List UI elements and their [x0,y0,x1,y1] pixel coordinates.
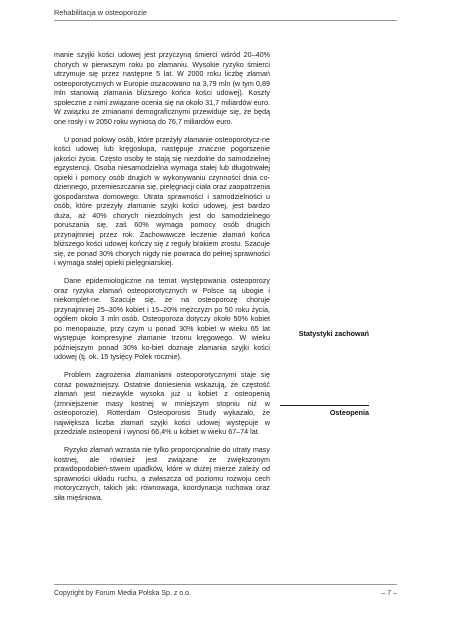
footer-divider [54,584,397,585]
page-number: – 7 – [381,590,397,597]
footer-copyright: Copyright by Forum Media Polska Sp. z o.o. [54,590,191,597]
paragraph-2: U ponad połowy osób, które przeżyły złamanie osteoporotycz-ne kości udowej lub kręgosłupa, następuje znaczne pogorszenie jakości życia. Często osoby te stają się niezdolne do samodzielnej egzystencji. Osoba niesamodzielna wymaga stałej lub długotrwałej opieki i pomocy osób drugich w wykonywaniu czynności dnia co-dziennego, przemieszczania się, pielęgnacji ciała oraz zaopatrzenia gospodarstwa domowego. Utrata sprawności i samodzielności u osób, które przeżyły złamanie szyjki kości udowej, jest bardzo duża, aż 40% chorych niezdolnych jest do samodzielnego poruszania się, zaś 60% wymaga pomocy osób drugich przynajmniej przez rok. Zachowawcze leczenie złamań końca bliższego kości udowej kończy się z reguły brakiem zrostu. Szacuje się, że ponad 30% chorych nigdy nie powraca do pełnej sprawności i wymaga stałej opieki pielęgniarskiej. [54,134,270,267]
margin-label-osteopenia: Osteopenia [280,405,369,417]
paragraph-5: Ryzyko złamań wzrasta nie tylko proporcjonalnie do utraty masy kostnej, ale również jest związane ze zwiększonym prawdopodobień-stwem upadków, które w dużej mierze zależy od sprawności układu ruchu, a zwłaszcza od poziomu rozwoju cech motorycznych, takich jak: równowaga, koordynacja ruchowa oraz siła mięśniowa. [54,445,270,502]
margin-label-statistics: Statystyki zachowań [298,329,369,338]
paragraph-3: Dane epidemiologiczne na temat występowania osteoporozy oraz ryzyka złamań osteoporotycznych w Polsce są ubogie i niekomplet-ne. Szacuje się, że na osteoporozę choruje przynajmniej 25–30% kobiet i 15–20% mężczyzn po 50 roku życia, ogółem około 3 mln osób. Osteoporoza dotyczy około 50% kobiet po menopauzie, przy czym u ponad 30% kobiet w wieku 65 lat występuje kompresyjne złamanie trzonu kręgowego. W wieku późniejszym ponad 30% ko-biet doznaje złamania szyjki kości udowej (tj. ok. 15 tysięcy Polek rocznie). [54,276,270,361]
paragraph-1: manie szyjki kości udowej jest przyczyną śmierci wśród 20–40% chorych w pierwszym roku po złamaniu. Wysokie ryzyko śmierci utrzymuje się przez następne 5 lat. W 2000 roku liczbę złamań osteoporotycznych w Europie oszacowano na 3,79 mln (w tym 0,89 mln stanowią złamania bliższego końca kości udowej). Koszty społeczne z nimi związane ocenia się na około 31,7 miliardów euro. W związku ze zmianami demograficznymi przewiduje się, że będą one rosły i w 2050 roku wyniosą do 76,7 miliardów euro. [54,50,270,126]
body-text [54,50,270,511]
header-divider [54,20,397,21]
paragraph-4: Problem zagrożenia złamaniami osteoporotycznymi staje się coraz poważniejszy. Ostatnie doniesienia wskazują, że częstość złamań jest niezwykle wysoka już u kobiet z osteopenią (zmniejszenie masy kostnej w mniejszym stopniu niż w osteoporozie). Rotterdam Osteoporosis Study wykazało, że największa liczba złamań szyjki kości udowej występuje w przedziale osteopenii i wynosi 66,4% u kobiet w wieku 67–74 lat. [54,370,270,436]
running-header: Rehabilitacja w osteoporozie [54,8,147,17]
